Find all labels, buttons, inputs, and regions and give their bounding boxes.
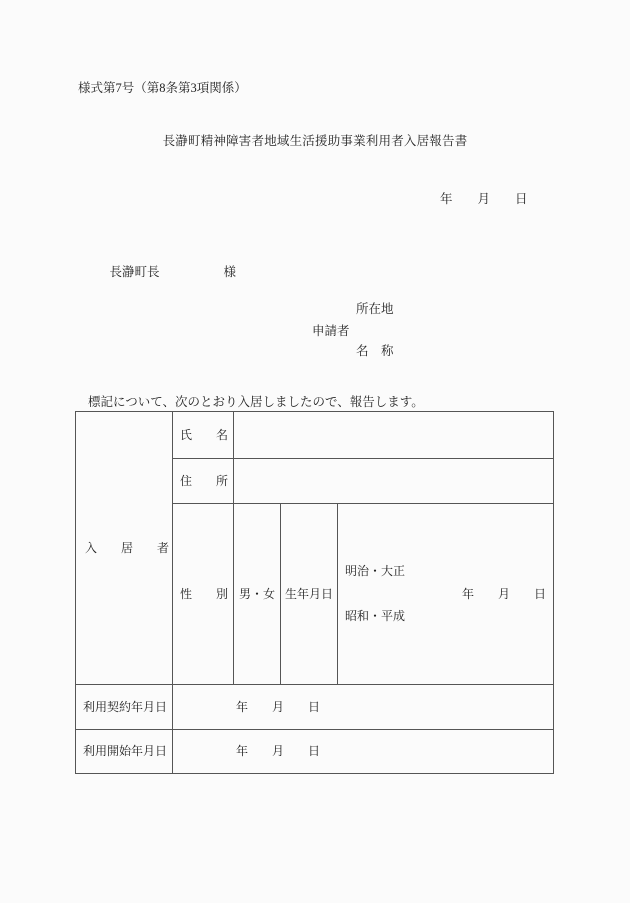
start-date-input-cell: 年 月 日 [173, 730, 554, 774]
era-line-1: 明治・大正 [345, 564, 406, 578]
address-input-cell [234, 459, 554, 504]
applicant-label: 申請者 [312, 324, 350, 338]
era-options [345, 534, 405, 654]
name-input-cell [234, 412, 554, 459]
addressee-title: 長瀞町長 [109, 264, 160, 279]
address-label-cell: 住 所 [173, 459, 234, 504]
sex-label-cell: 性 別 [173, 504, 234, 685]
name-label-cell: 氏 名 [173, 412, 234, 459]
start-date-label-cell: 利用開始年月日 [76, 730, 173, 774]
document-title: 長瀞町精神障害者地域生活援助事業利用者入居報告書 [162, 134, 468, 148]
birthdate-label-cell: 生年月日 [281, 504, 338, 685]
contract-date-input-cell: 年 月 日 [173, 685, 554, 730]
report-date-line: 年 月 日 [440, 192, 528, 206]
birthdate-input-cell [338, 504, 554, 685]
intro-sentence: 標記について、次のとおり入居しましたので、報告します。 [88, 395, 424, 409]
addressee-line [97, 249, 236, 296]
sex-options-cell: 男・女 [234, 504, 281, 685]
contract-date-label-cell: 利用契約年月日 [76, 685, 173, 730]
birthdate-ymd-placeholder: 年 月 日 [462, 586, 547, 601]
addressee-honorific: 様 [223, 264, 237, 279]
applicant-name-label: 名 称 [356, 344, 394, 358]
resident-label-cell: 入 居 者 [76, 412, 173, 685]
era-line-2: 昭和・平成 [345, 609, 406, 623]
applicant-address-label: 所在地 [356, 302, 394, 316]
form-number-text: 様式第7号（第8条第3項関係） [78, 81, 247, 95]
report-table [75, 411, 554, 774]
